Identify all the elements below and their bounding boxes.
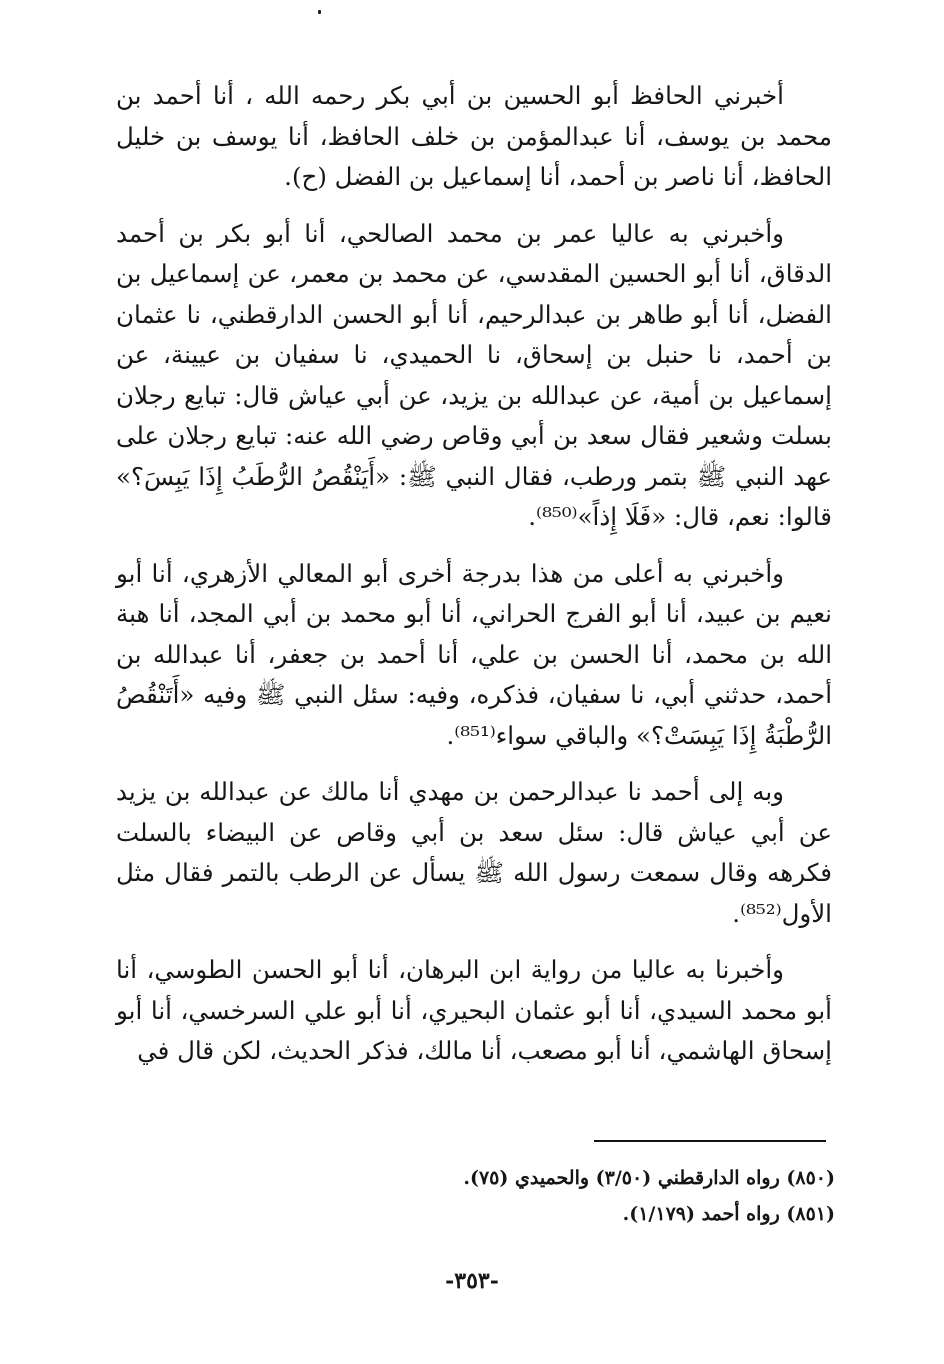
paragraph: وبه إلى أحمد نا عبدالرحمن بن مهدي أنا مالك عن عبدالله بن يزيد عن أبي عياش قال: سئل سعد بن أبي وقاص عن البيضاء بالسلت فكرهه وقال سمعت رسول الله ﷺ يسأل عن الرطب بالتمر فقال مثل الأول⁽⁸⁵²⁾. [116,777,832,928]
paragraph: أخبرني الحافظ أبو الحسين بن أبي بكر رحمه الله ، أنا أحمد بن محمد بن يوسف، أنا عبدالمؤمن بن خلف الحافظ، أنا يوسف بن خليل الحافظ، أنا ناصر بن أحمد، أنا إسماعيل بن الفضل (ح). [116,81,832,191]
footnote-divider [594,1140,826,1142]
footnotes [300,1160,835,1232]
paragraph: وأخبرني به عاليا عمر بن محمد الصالحي، أنا أبو بكر بن أحمد الدقاق، أنا أبو الحسين المقدسي، عن محمد بن معمر، عن إسماعيل بن الفضل، أنا أبو طاهر بن عبدالرحيم، أنا أبو الحسن الدارقطني، نا عثمان بن أحمد، نا حنبل بن إسحاق، نا الحميدي، نا سفيان بن عيينة، عن إسماعيل بن أمية، عن عبدالله بن يزيد، عن أبي عياش قال: تبايع رجلان بسلت وشعير فقال سعد بن أبي وقاص رضي الله عنه: تبايع رجلان على عهد النبي ﷺ بتمر ورطب، فقال النبي ﷺ: «أَيَنْقُصُ الرُّطَبُ إِذَا يَبِسَ؟» قالوا: نعم، قال: «فَلَا إِذاً»⁽⁸⁵⁰⁾. [116,218,832,531]
footnote: (٨٥١) رواه أحمد (١/١٧٩). [622,1203,835,1225]
scan-speck [318,10,321,14]
footnote: (٨٥٠) رواه الدارقطني (٣/٥٠) والحميدي (٧٥). [463,1167,835,1189]
page-number: -٣٥٣- [445,1268,499,1294]
paragraph: وأخبرنا به عاليا من رواية ابن البرهان، أنا أبو الحسن الطوسي، أنا أبو محمد السيدي، أنا أبو عثمان البحيري، أنا أبو علي السرخسي، أنا أبو إسحاق الهاشمي، أنا أبو مصعب، أنا مالك، فذكر الحديث، لكن قال في [116,955,832,1065]
main-text [116,76,832,1088]
paragraph: وأخبرني به أعلى من هذا بدرجة أخرى أبو المعالي الأزهري، أنا أبو نعيم بن عبيد، أنا أبو الفرج الحراني، أنا أبو محمد بن أبي المجد، أنا هبة الله بن محمد، أنا الحسن بن علي، أنا أحمد بن جعفر، أنا عبدالله بن أحمد، حدثني أبي، نا سفيان، فذكره، وفيه: سئل النبي ﷺ وفيه «أَتَنْقُصُ الرُّطْبَةُ إِذَا يَبِسَتْ؟» والباقي سواء⁽⁸⁵¹⁾. [116,558,832,750]
